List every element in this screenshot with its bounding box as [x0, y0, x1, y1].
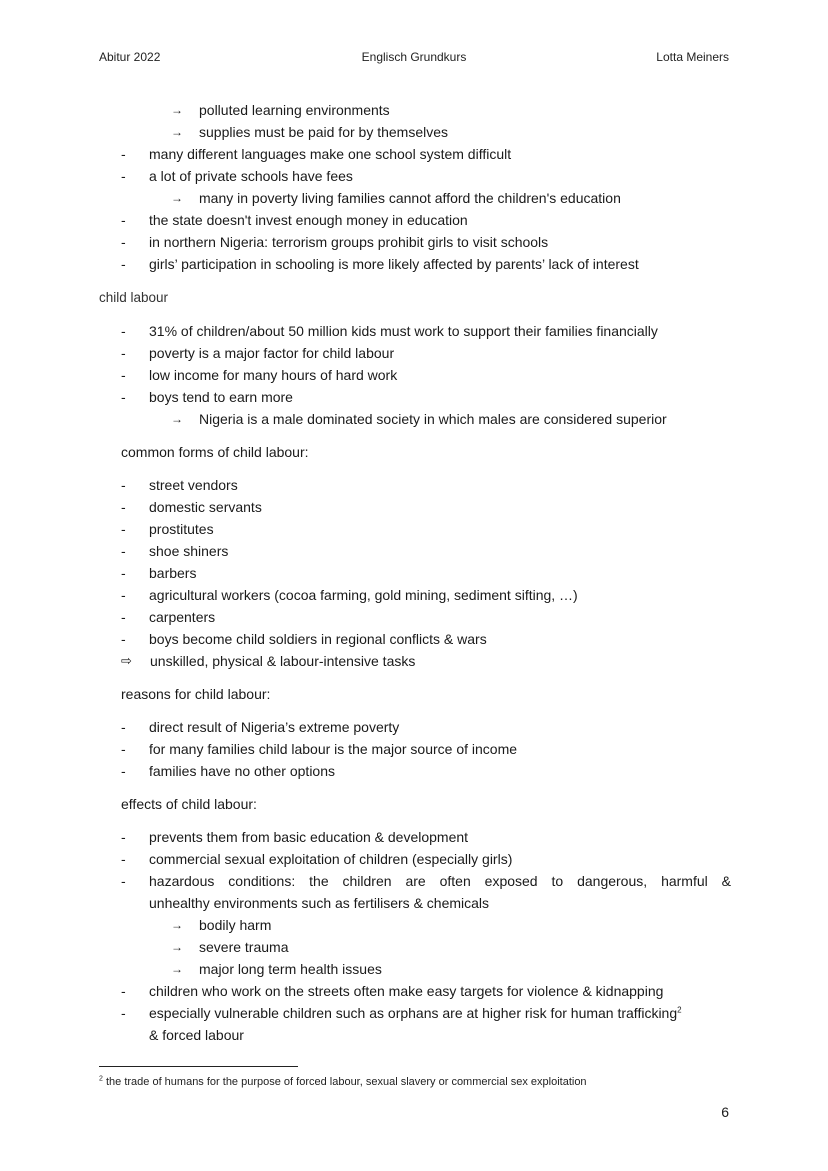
list-item-text: major long term health issues: [199, 961, 382, 977]
list-item: [99, 386, 731, 408]
list-item-text: for many families child labour is the major source of income: [149, 741, 518, 757]
list-item-text: prevents them from basic education & development: [149, 829, 469, 845]
list-item: [99, 628, 731, 650]
header-right: Lotta Meiners: [656, 50, 729, 64]
footnote: [99, 1076, 587, 1088]
list-item: [99, 518, 731, 540]
footnote-ref[interactable]: 2: [677, 1005, 682, 1015]
dash-bullet: -: [121, 763, 126, 779]
dash-bullet: -: [121, 477, 126, 493]
list-item-text: 31% of children/about 50 million kids must work to support their families financially: [149, 323, 658, 339]
dash-bullet: -: [121, 521, 126, 537]
dash-bullet: -: [121, 1005, 126, 1021]
list-item-text: children who work on the streets often make easy targets for violence & kidnapping: [149, 983, 664, 999]
list-item-text: a lot of private schools have fees: [149, 168, 353, 184]
list-item-text: bodily harm: [199, 917, 272, 933]
page-header: [99, 50, 729, 66]
dash-bullet: -: [121, 719, 126, 735]
list-item: [99, 562, 731, 584]
dash-bullet: -: [121, 499, 126, 515]
page-number: 6: [721, 1104, 729, 1120]
list-item: [99, 231, 731, 253]
list-item: [99, 253, 731, 275]
list-item-text: severe trauma: [199, 939, 289, 955]
list-item-text: supplies must be paid for by themselves: [199, 124, 449, 140]
list-item: [99, 1002, 731, 1046]
list-item: [99, 870, 731, 914]
list-item-text: the state doesn't invest enough money in education: [149, 212, 468, 228]
list-item-text: families have no other options: [149, 763, 335, 779]
list-item-text: poverty is a major factor for child labour: [149, 345, 395, 361]
list-item: [99, 606, 731, 628]
footnote-text: the trade of humans for the purpose of forced labour, sexual slavery or commercial sex exploitation: [105, 1076, 587, 1088]
dash-bullet: -: [121, 146, 126, 162]
list-item: [99, 716, 731, 738]
list-item: [99, 958, 731, 980]
dash-bullet: -: [121, 609, 126, 625]
list-item-text: prostitutes: [149, 521, 214, 537]
list-item-text: carpenters: [149, 609, 216, 625]
list-item-text-continued: unhealthy environments such as fertilisers & chemicals: [149, 895, 490, 911]
implies-arrow-icon: ⇨: [121, 653, 132, 668]
list-item-text: in northern Nigeria: terrorism groups prohibit girls to visit schools: [149, 234, 549, 250]
list-item-text: especially vulnerable children such as orphans are at higher risk for human trafficking: [149, 1005, 678, 1021]
dash-bullet: -: [121, 168, 126, 184]
dash-bullet: -: [121, 565, 126, 581]
list-item: [99, 99, 731, 121]
list-item-text: low income for many hours of hard work: [149, 367, 398, 383]
page-content: [99, 99, 731, 1046]
reasons-heading: reasons for child labour:: [121, 686, 271, 702]
arrow-icon: →: [171, 103, 183, 117]
list-item-text: shoe shiners: [149, 543, 229, 559]
list-item: [99, 474, 731, 496]
list-item: [99, 121, 731, 143]
list-item: [99, 209, 731, 231]
list-item: [99, 408, 731, 430]
arrow-icon: →: [171, 412, 183, 426]
footnote-mark: 2: [99, 1075, 103, 1083]
forms-heading: common forms of child labour:: [121, 444, 309, 460]
list-item: [99, 165, 731, 187]
list-item-text: hazardous conditions: the children are often exposed to dangerous, harmful &: [149, 873, 731, 889]
list-item-text: agricultural workers (cocoa farming, gold mining, sediment sifting, …): [149, 587, 578, 603]
footnote-divider: [99, 1066, 298, 1067]
list-item-text: unskilled, physical & labour-intensive tasks: [150, 653, 416, 669]
list-item-text: commercial sexual exploitation of children (especially girls): [149, 851, 513, 867]
list-item: [99, 320, 731, 342]
list-item: [99, 496, 731, 518]
list-item-text: boys tend to earn more: [149, 389, 293, 405]
dash-bullet: -: [121, 631, 126, 647]
dash-bullet: -: [121, 212, 126, 228]
list-item: [99, 187, 731, 209]
section-heading: child labour: [99, 290, 169, 305]
list-item-text: Nigeria is a male dominated society in which males are considered superior: [199, 411, 667, 427]
dash-bullet: -: [121, 543, 126, 559]
dash-bullet: -: [121, 587, 126, 603]
list-item: [99, 584, 731, 606]
dash-bullet: -: [121, 323, 126, 339]
list-item: [99, 848, 731, 870]
list-item: [99, 936, 731, 958]
list-item-text: girls’ participation in schooling is more likely affected by parents’ lack of interest: [149, 256, 639, 272]
dash-bullet: -: [121, 345, 126, 361]
list-item-text: domestic servants: [149, 499, 262, 515]
list-item: [99, 760, 731, 782]
arrow-icon: →: [171, 962, 183, 976]
dash-bullet: -: [121, 367, 126, 383]
list-item: [99, 980, 731, 1002]
dash-bullet: -: [121, 851, 126, 867]
list-item-text: direct result of Nigeria’s extreme poverty: [149, 719, 400, 735]
header-left: Abitur 2022: [99, 50, 161, 64]
list-item-text: street vendors: [149, 477, 238, 493]
list-item-text: many different languages make one school system difficult: [149, 146, 512, 162]
arrow-icon: →: [171, 191, 183, 205]
list-item-text: many in poverty living families cannot afford the children's education: [199, 190, 621, 206]
list-item: [99, 364, 731, 386]
list-item: [99, 650, 731, 672]
list-item-text-wrap: [149, 1002, 682, 1024]
dash-bullet: -: [121, 983, 126, 999]
list-item-text: boys become child soldiers in regional conflicts & wars: [149, 631, 487, 647]
arrow-icon: →: [171, 940, 183, 954]
list-item-text: polluted learning environments: [199, 102, 390, 118]
list-item: [99, 342, 731, 364]
list-item: [99, 738, 731, 760]
list-item-text-continued: & forced labour: [149, 1027, 244, 1043]
dash-bullet: -: [121, 873, 126, 889]
effects-heading: effects of child labour:: [121, 796, 257, 812]
arrow-icon: →: [171, 918, 183, 932]
arrow-icon: →: [171, 125, 183, 139]
list-item: [99, 914, 731, 936]
dash-bullet: -: [121, 389, 126, 405]
dash-bullet: -: [121, 829, 126, 845]
dash-bullet: -: [121, 256, 126, 272]
header-center: Englisch Grundkurs: [361, 50, 467, 64]
dash-bullet: -: [121, 741, 126, 757]
list-item-text: barbers: [149, 565, 197, 581]
list-item: [99, 826, 731, 848]
list-item: [99, 540, 731, 562]
dash-bullet: -: [121, 234, 126, 250]
list-item: [99, 143, 731, 165]
